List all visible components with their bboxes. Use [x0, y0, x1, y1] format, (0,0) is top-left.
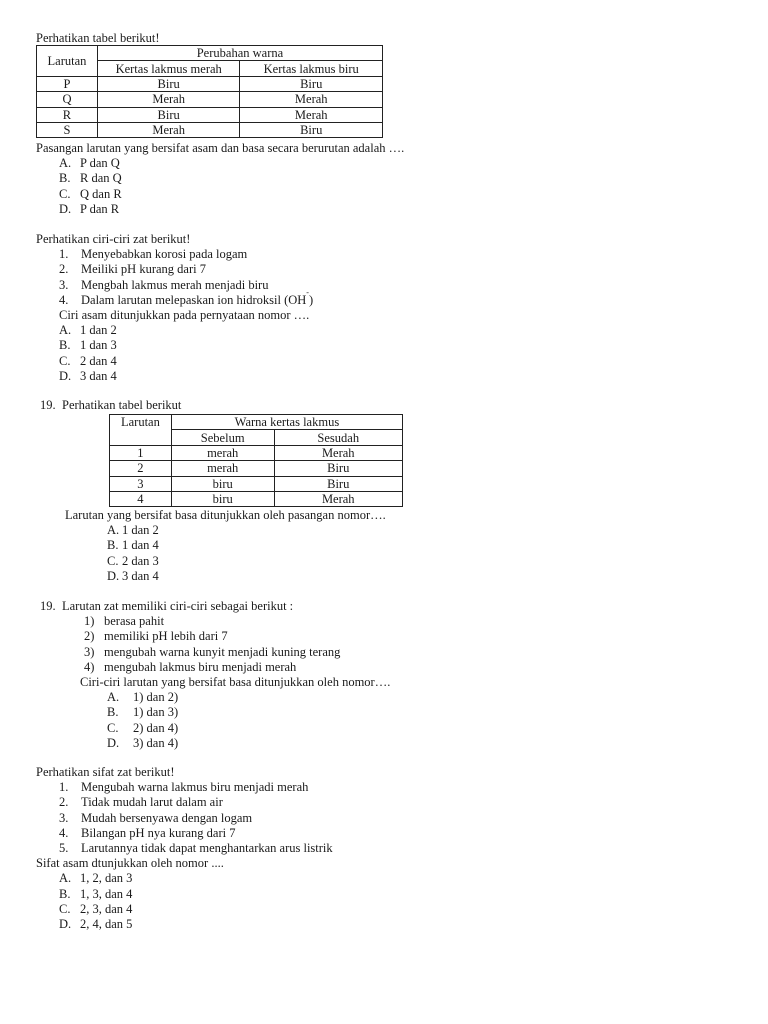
- list-item: 3) mengubah warna kunyit menjadi kuning terang: [84, 644, 341, 659]
- q1-question: Pasangan larutan yang bersifat asam dan basa secara berurutan adalah ….: [36, 141, 405, 155]
- table-cell: Biru: [274, 476, 403, 491]
- table-cell: 3: [110, 476, 172, 491]
- table-cell: merah: [171, 445, 274, 460]
- q4-items: [40, 614, 390, 675]
- q3-table-header-sebelum: Sebelum: [171, 430, 274, 445]
- q3-table-header-group: Warna kertas lakmus: [171, 415, 402, 430]
- list-item: 1. Mengubah warna lakmus biru menjadi merah: [59, 780, 309, 795]
- answer-option-a[interactable]: A. 1, 2, dan 3: [59, 871, 133, 886]
- answer-option-d[interactable]: D. 2, 4, dan 5: [59, 916, 133, 931]
- q5-items: [36, 780, 333, 856]
- table-cell: Biru: [274, 461, 403, 476]
- table-cell: Merah: [274, 491, 403, 506]
- answer-option-b[interactable]: B. R dan Q: [59, 171, 122, 186]
- q3-table-header-larutan: Larutan: [110, 415, 172, 446]
- q2-intro: Perhatikan ciri-ciri zat berikut!: [36, 232, 191, 246]
- answer-option-d[interactable]: D. 3) dan 4): [107, 735, 179, 750]
- answer-option-c[interactable]: C. Q dan R: [59, 186, 122, 201]
- table-cell: Merah: [240, 107, 383, 122]
- table-cell: 1: [110, 445, 172, 460]
- q4-question: Ciri-ciri larutan yang bersifat basa ditunjukkan oleh nomor….: [80, 674, 391, 689]
- list-item: 4) mengubah lakmus biru menjadi merah: [84, 659, 297, 674]
- q5-options: [36, 871, 333, 932]
- q2-items: [36, 247, 313, 308]
- answer-option-a[interactable]: A. 1 dan 2: [59, 323, 117, 338]
- table-cell: biru: [171, 476, 274, 491]
- answer-option-b[interactable]: B. 1) dan 3): [107, 705, 179, 720]
- q2-options: [36, 323, 313, 384]
- table-row: [37, 107, 383, 122]
- question-5: [36, 765, 333, 932]
- q3-question: Larutan yang bersifat basa ditunjukkan oleh pasangan nomor….: [65, 508, 386, 522]
- answer-option-b[interactable]: B. 1, 3, dan 4: [59, 886, 133, 901]
- table-cell: R: [37, 107, 98, 122]
- q4-intro: Larutan zat memiliki ciri-ciri sebagai berikut :: [62, 599, 294, 613]
- answer-option-d[interactable]: D. P dan R: [59, 201, 120, 216]
- question-1: [36, 31, 160, 46]
- q4-options: [40, 690, 390, 751]
- list-item: 3. Mengbah lakmus merah menjadi biru: [59, 277, 269, 292]
- q3-options: [65, 523, 386, 584]
- table-cell: Merah: [97, 92, 240, 107]
- list-item: 2. Tidak mudah larut dalam air: [59, 795, 223, 810]
- q3-number: 19.: [40, 398, 56, 412]
- table-cell: Biru: [240, 76, 383, 91]
- table-cell: biru: [171, 491, 274, 506]
- answer-option-d[interactable]: D. 3 dan 4: [107, 568, 159, 583]
- answer-option-a[interactable]: A. P dan Q: [59, 156, 120, 171]
- q5-question: Sifat asam dtunjukkan oleh nomor ....: [36, 856, 224, 871]
- table-row: [37, 76, 383, 91]
- q1-table-header-group: Perubahan warna: [97, 46, 382, 61]
- q1-table-header-biru: Kertas lakmus biru: [240, 61, 383, 76]
- answer-option-d[interactable]: D. 3 dan 4: [59, 368, 117, 383]
- table-row: [110, 445, 403, 460]
- answer-option-b[interactable]: B. 1 dan 4: [107, 538, 159, 553]
- q4-heading: [40, 599, 390, 614]
- q1-table: [36, 45, 383, 138]
- q1-question-block: [36, 141, 404, 217]
- q5-intro: Perhatikan sifat zat berikut!: [36, 765, 175, 779]
- table-row: [110, 491, 403, 506]
- q1-table-header-larutan: Larutan: [37, 46, 98, 77]
- list-item: 1) berasa pahit: [84, 614, 165, 629]
- q2-question: Ciri asam ditunjukkan pada pernyataan nomor ….: [59, 307, 310, 322]
- table-cell: Biru: [97, 76, 240, 91]
- table-cell: Merah: [97, 122, 240, 137]
- answer-option-c[interactable]: C. 2 dan 4: [59, 353, 117, 368]
- list-item: 4. Dalam larutan melepaskan ion hidroksil (OH - ): [59, 287, 314, 307]
- question-3: [40, 398, 181, 413]
- list-item: 1. Menyebabkan korosi pada logam: [59, 247, 248, 262]
- answer-option-c[interactable]: C. 2, 3, dan 4: [59, 901, 133, 916]
- list-item: 2) memiliki pH lebih dari 7: [84, 629, 228, 644]
- q3-table: [109, 414, 403, 507]
- table-cell: 2: [110, 461, 172, 476]
- q1-table-header-merah: Kertas lakmus merah: [97, 61, 240, 76]
- answer-option-c[interactable]: C. 2) dan 4): [107, 720, 179, 735]
- answer-option-a[interactable]: A. 1) dan 2): [107, 690, 179, 705]
- question-4: [40, 599, 390, 751]
- table-cell: Biru: [240, 122, 383, 137]
- table-cell: Biru: [97, 107, 240, 122]
- table-cell: Merah: [274, 445, 403, 460]
- table-cell: merah: [171, 461, 274, 476]
- q3-heading: [40, 398, 181, 413]
- q1-intro: Perhatikan tabel berikut!: [36, 31, 160, 45]
- q3-table-header-sesudah: Sesudah: [274, 430, 403, 445]
- table-cell: Merah: [240, 92, 383, 107]
- answer-option-a[interactable]: A. 1 dan 2: [107, 523, 159, 538]
- list-item: 5. Larutannya tidak dapat menghantarkan arus listrik: [59, 840, 333, 855]
- q3-intro: Perhatikan tabel berikut: [62, 398, 182, 412]
- table-cell: 4: [110, 491, 172, 506]
- table-cell: S: [37, 122, 98, 137]
- list-item: 3. Mudah bersenyawa dengan logam: [59, 810, 253, 825]
- list-item: 4. Bilangan pH nya kurang dari 7: [59, 825, 236, 840]
- q1-options: [36, 156, 404, 217]
- q3-question-block: [65, 508, 386, 584]
- table-cell: Q: [37, 92, 98, 107]
- table-row: [110, 461, 403, 476]
- list-item: 2. Meiliki pH kurang dari 7: [59, 262, 206, 277]
- q4-number: 19.: [40, 599, 56, 613]
- table-row: [110, 476, 403, 491]
- answer-option-b[interactable]: B. 1 dan 3: [59, 338, 117, 353]
- table-row: [37, 92, 383, 107]
- superscript-minus: -: [306, 287, 309, 297]
- table-row: [37, 122, 383, 137]
- question-2: [36, 232, 313, 384]
- table-cell: P: [37, 76, 98, 91]
- answer-option-c[interactable]: C. 2 dan 3: [107, 553, 159, 568]
